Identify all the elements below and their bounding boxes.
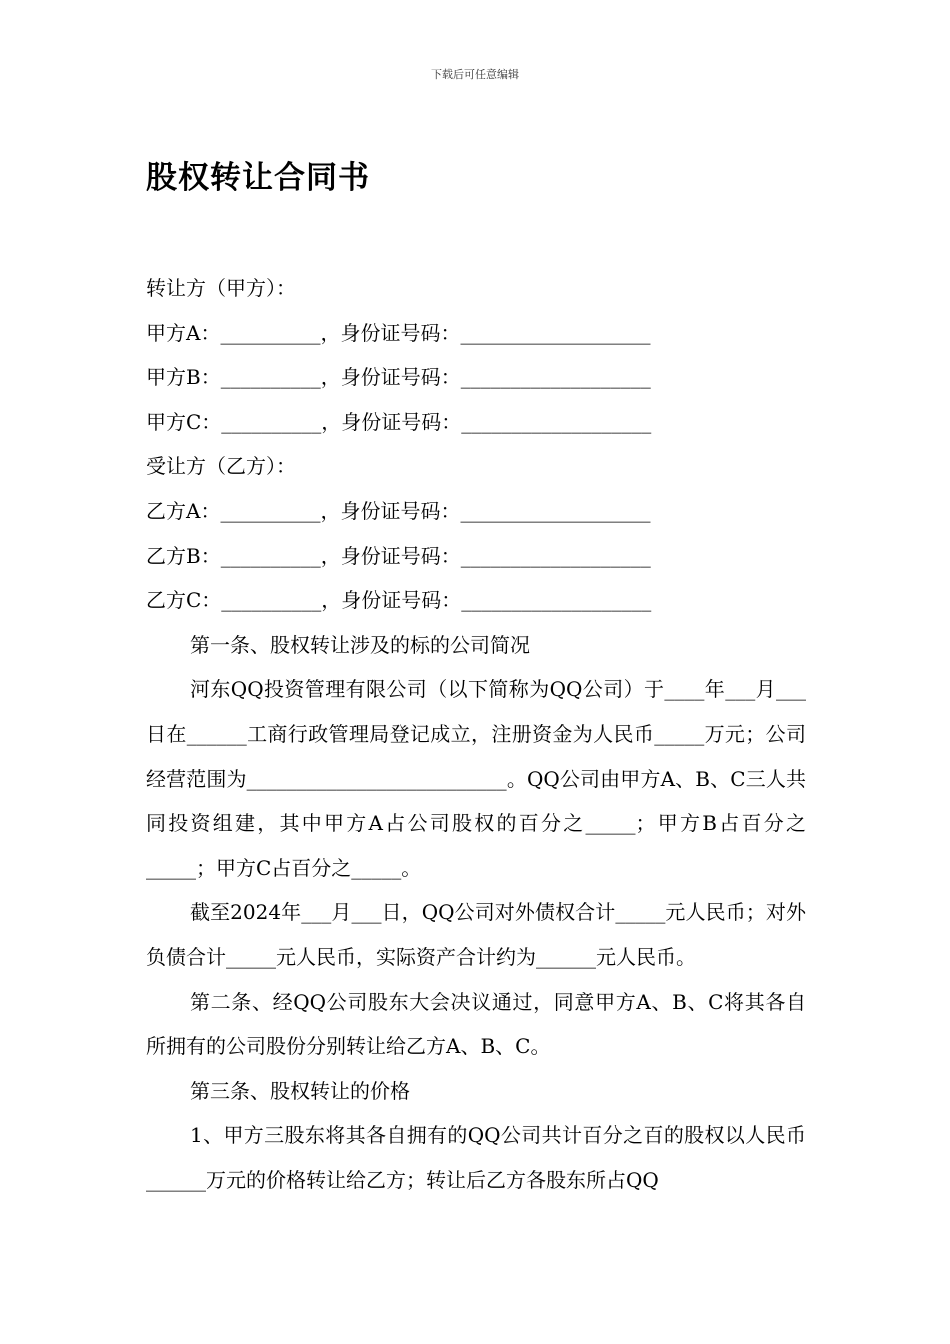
article-3-clause-1: 1、甲方三股东将其各自拥有的QQ公司共计百分之百的股权以人民币______万元的价格转让给乙方；转让后乙方各股东所占QQ xyxy=(146,1123,806,1192)
transferee-line-b: 乙方B：__________，身份证号码：___________________ xyxy=(146,543,651,568)
transferor-line-b: 甲方B：__________，身份证号码：___________________ xyxy=(146,365,651,390)
transferee-heading: 受让方（乙方）： xyxy=(146,454,296,479)
article-1-company-profile: 河东QQ投资管理有限公司（以下简称为QQ公司）于____年___月___日在______工商行政管理局登记成立，注册资金为人民币_____万元；公司经营范围为__________________________。QQ公司由甲方A、B、C三人共同投资组建，其中甲方A占公司股权的百分之_____；甲方B占百分之_____；甲方C占百分之_____。 xyxy=(146,677,806,880)
document-body xyxy=(146,266,806,1202)
document-title: 股权转让合同书 xyxy=(146,160,370,196)
transferee-line-a: 乙方A：__________，身份证号码：___________________ xyxy=(146,498,651,523)
transferor-heading: 转让方（甲方）： xyxy=(146,276,296,300)
transferor-line-c: 甲方C：__________，身份证号码：___________________ xyxy=(146,409,652,434)
article-3-heading: 第三条、股权转让的价格 xyxy=(190,1078,410,1103)
article-1-heading: 第一条、股权转让涉及的标的公司简况 xyxy=(190,632,530,657)
article-1-debts: 截至2024年___月___日，QQ公司对外债权合计_____元人民币；对外负债合计_____元人民币，实际资产合计约为______元人民币。 xyxy=(146,900,806,969)
transferor-line-a: 甲方A：__________，身份证号码：___________________ xyxy=(146,320,651,345)
article-2: 第二条、经QQ公司股东大会决议通过，同意甲方A、B、C将其各自所拥有的公司股份分别转让给乙方A、B、C。 xyxy=(146,989,806,1059)
transferee-line-c: 乙方C：__________，身份证号码：___________________ xyxy=(146,588,652,613)
header-note: 下载后可任意编辑 xyxy=(431,68,519,81)
